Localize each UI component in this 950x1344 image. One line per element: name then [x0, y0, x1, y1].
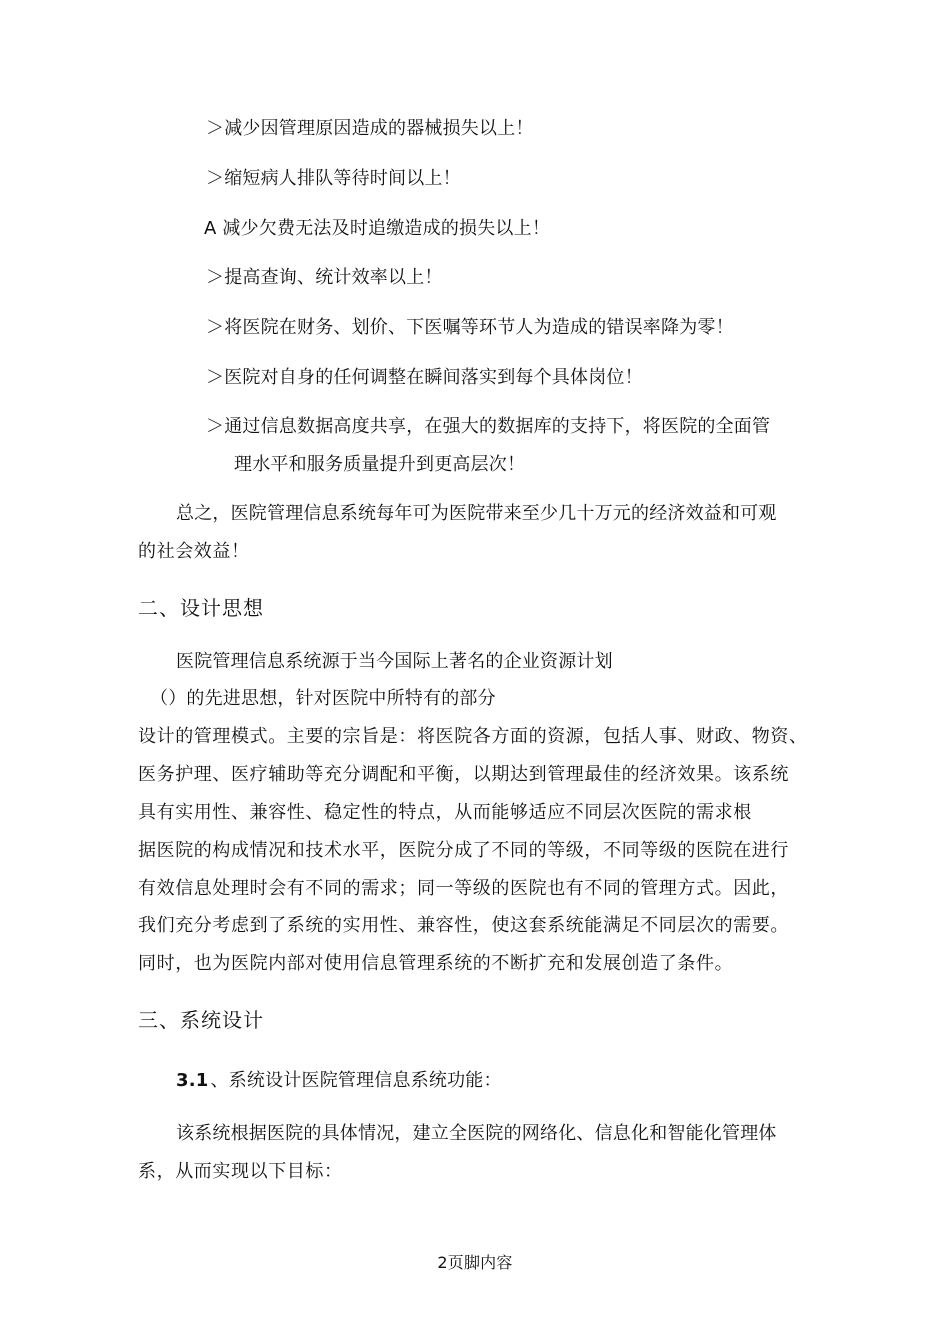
paragraph-line: 系，从而实现以下目标： [138, 1161, 343, 1182]
subsection-title: 、系统设计医院管理信息系统功能： [210, 1070, 502, 1091]
subsection-number: 3.1 [176, 1070, 209, 1091]
paragraph-line: 同时，也为医院内部对使用信息管理系统的不断扩充和发展创造了条件。 [138, 953, 734, 974]
bullet-continuation: 理水平和服务质量提升到更高层次！ [234, 454, 526, 475]
paragraph-line: 医院管理信息系统源于当今国际上著名的企业资源计划 [176, 651, 613, 672]
page-footer: 2页脚内容 [437, 1253, 513, 1272]
bullet-line: ＞医院对自身的任何调整在瞬间落实到每个具体岗位！ [206, 367, 643, 388]
section-heading: 二、设计思想 [138, 596, 264, 620]
paragraph-line: （）的先进思想，针对医院中所特有的部分 [150, 688, 496, 709]
paragraph-line: 我们充分考虑到了系统的实用性、兼容性，使这套系统能满足不同层次的需要。 [138, 915, 789, 936]
paragraph-line: 医务护理、医疗辅助等充分调配和平衡，以期达到管理最佳的经济效果。该系统 [138, 764, 789, 785]
bullet-line: ＞减少因管理原因造成的器械损失以上！ [206, 118, 534, 139]
bullet-line: ＞缩短病人排队等待时间以上！ [206, 168, 461, 189]
bullet-line: ＞通过信息数据高度共享，在强大的数据库的支持下，将医院的全面管 [206, 416, 771, 437]
bullet-line: A 减少欠费无法及时追缴造成的损失以上！ [204, 218, 551, 239]
paragraph-line: 该系统根据医院的具体情况，建立全医院的网络化、信息化和智能化管理体 [176, 1123, 777, 1144]
paragraph-line: 具有实用性、兼容性、稳定性的特点，从而能够适应不同层次医院的需求根 [138, 802, 752, 823]
subsection-heading [176, 1068, 502, 1094]
section-heading: 三、系统设计 [138, 1008, 264, 1032]
bullet-line: ＞提高查询、统计效率以上！ [206, 267, 443, 288]
paragraph-line: 设计的管理模式。主要的宗旨是：将医院各方面的资源，包括人事、财政、物资、 [138, 726, 808, 747]
summary-line: 的社会效益！ [138, 541, 250, 562]
paragraph-line: 有效信息处理时会有不同的需求；同一等级的医院也有不同的管理方式。因此， [138, 878, 789, 899]
bullet-line: ＞将医院在财务、划价、下医嘱等环节人为造成的错误率降为零！ [206, 317, 734, 338]
summary-line: 总之，医院管理信息系统每年可为医院带来至少几十万元的经济效益和可观 [176, 503, 777, 524]
paragraph-line: 据医院的构成情况和技术水平，医院分成了不同的等级，不同等级的医院在进行 [138, 840, 789, 861]
